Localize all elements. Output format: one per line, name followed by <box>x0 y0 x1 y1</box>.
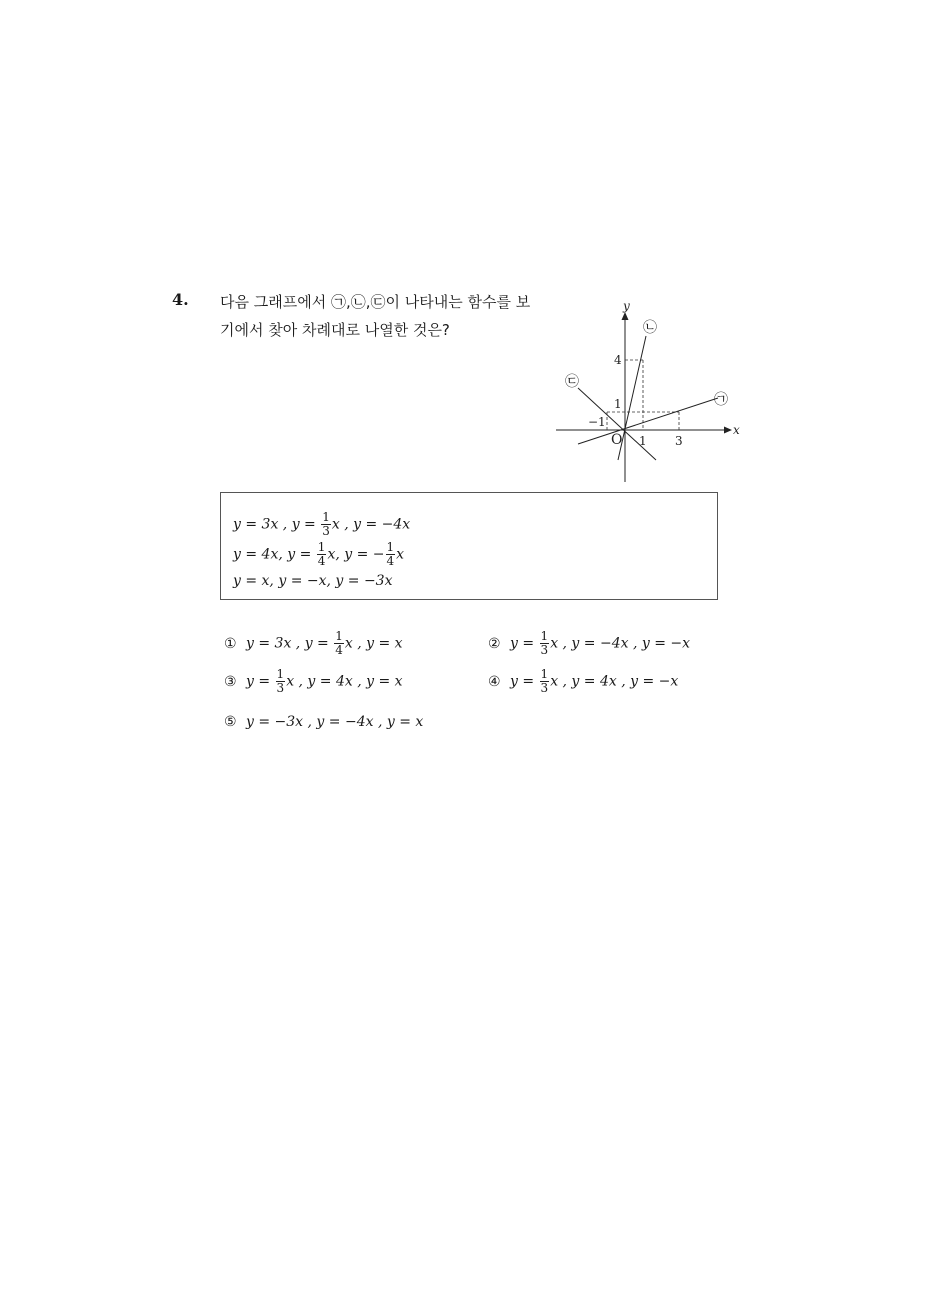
question-line-1: 다음 그래프에서 ㉠,㉡,㉢이 나타내는 함수를 보 <box>220 293 531 311</box>
question-number: 4. <box>172 290 189 309</box>
fraction: $\frac{1}{4}$ <box>386 540 395 568</box>
choice-1[interactable]: ① y = 3x , y = $\frac{1}{4}$ x , y = x <box>224 629 403 657</box>
fraction: $\frac{1}{3}$ <box>540 629 549 657</box>
y-axis-arrow <box>622 312 629 320</box>
tick-y-1: 1 <box>614 397 622 411</box>
fraction: $\frac{1}{4}$ <box>335 629 343 657</box>
function-graph <box>550 296 750 486</box>
choice-3[interactable]: ③ y = $\frac{1}{3}$ x , y = 4x , y = x <box>224 667 403 695</box>
question-text <box>220 288 550 344</box>
x-axis-arrow <box>724 427 732 434</box>
y-axis-label: y <box>623 299 630 313</box>
fraction: $\frac{1}{3}$ <box>540 667 549 695</box>
box-row-3: y = x, y = −x, y = −3x <box>233 573 393 589</box>
choice-mark: ③ <box>224 673 237 690</box>
fraction: $\frac{1}{3}$ <box>322 510 330 538</box>
box-row-2: y = 4x, y = $\frac{1}{4}$ x, y = − $\frac{1}{4}$ x <box>233 540 405 568</box>
choice-5[interactable]: ⑤ y = −3x , y = −4x , y = x <box>224 714 424 730</box>
choice-2[interactable]: ② y = $\frac{1}{3}$ x , y = −4x , y = −x <box>488 629 691 657</box>
tick-x-minus1: −1 <box>588 415 606 429</box>
line-a-label: ㉠ <box>714 392 728 408</box>
question-line-2: 기에서 찾아 차례대로 나열한 것은? <box>220 321 450 339</box>
line-b-label: ㉡ <box>643 320 657 336</box>
choice-mark: ① <box>224 635 237 652</box>
choice-mark: ② <box>488 635 501 652</box>
fraction: $\frac{1}{3}$ <box>276 667 285 695</box>
box-row-1: y = 3x , y = $\frac{1}{3}$ x , y = −4x <box>233 510 411 538</box>
x-axis-label: x <box>733 423 740 437</box>
choice-mark: ⑤ <box>224 714 237 730</box>
tick-y-4: 4 <box>614 353 622 367</box>
options-box <box>220 492 718 600</box>
choice-mark: ④ <box>488 673 501 690</box>
tick-x-3: 3 <box>675 434 683 448</box>
choice-4[interactable]: ④ y = $\frac{1}{3}$ x , y = 4x , y = −x <box>488 667 679 695</box>
line-c-label: ㉢ <box>565 374 579 390</box>
tick-x-1: 1 <box>639 434 647 448</box>
origin-label: O <box>611 432 623 448</box>
fraction: $\frac{1}{4}$ <box>317 540 326 568</box>
